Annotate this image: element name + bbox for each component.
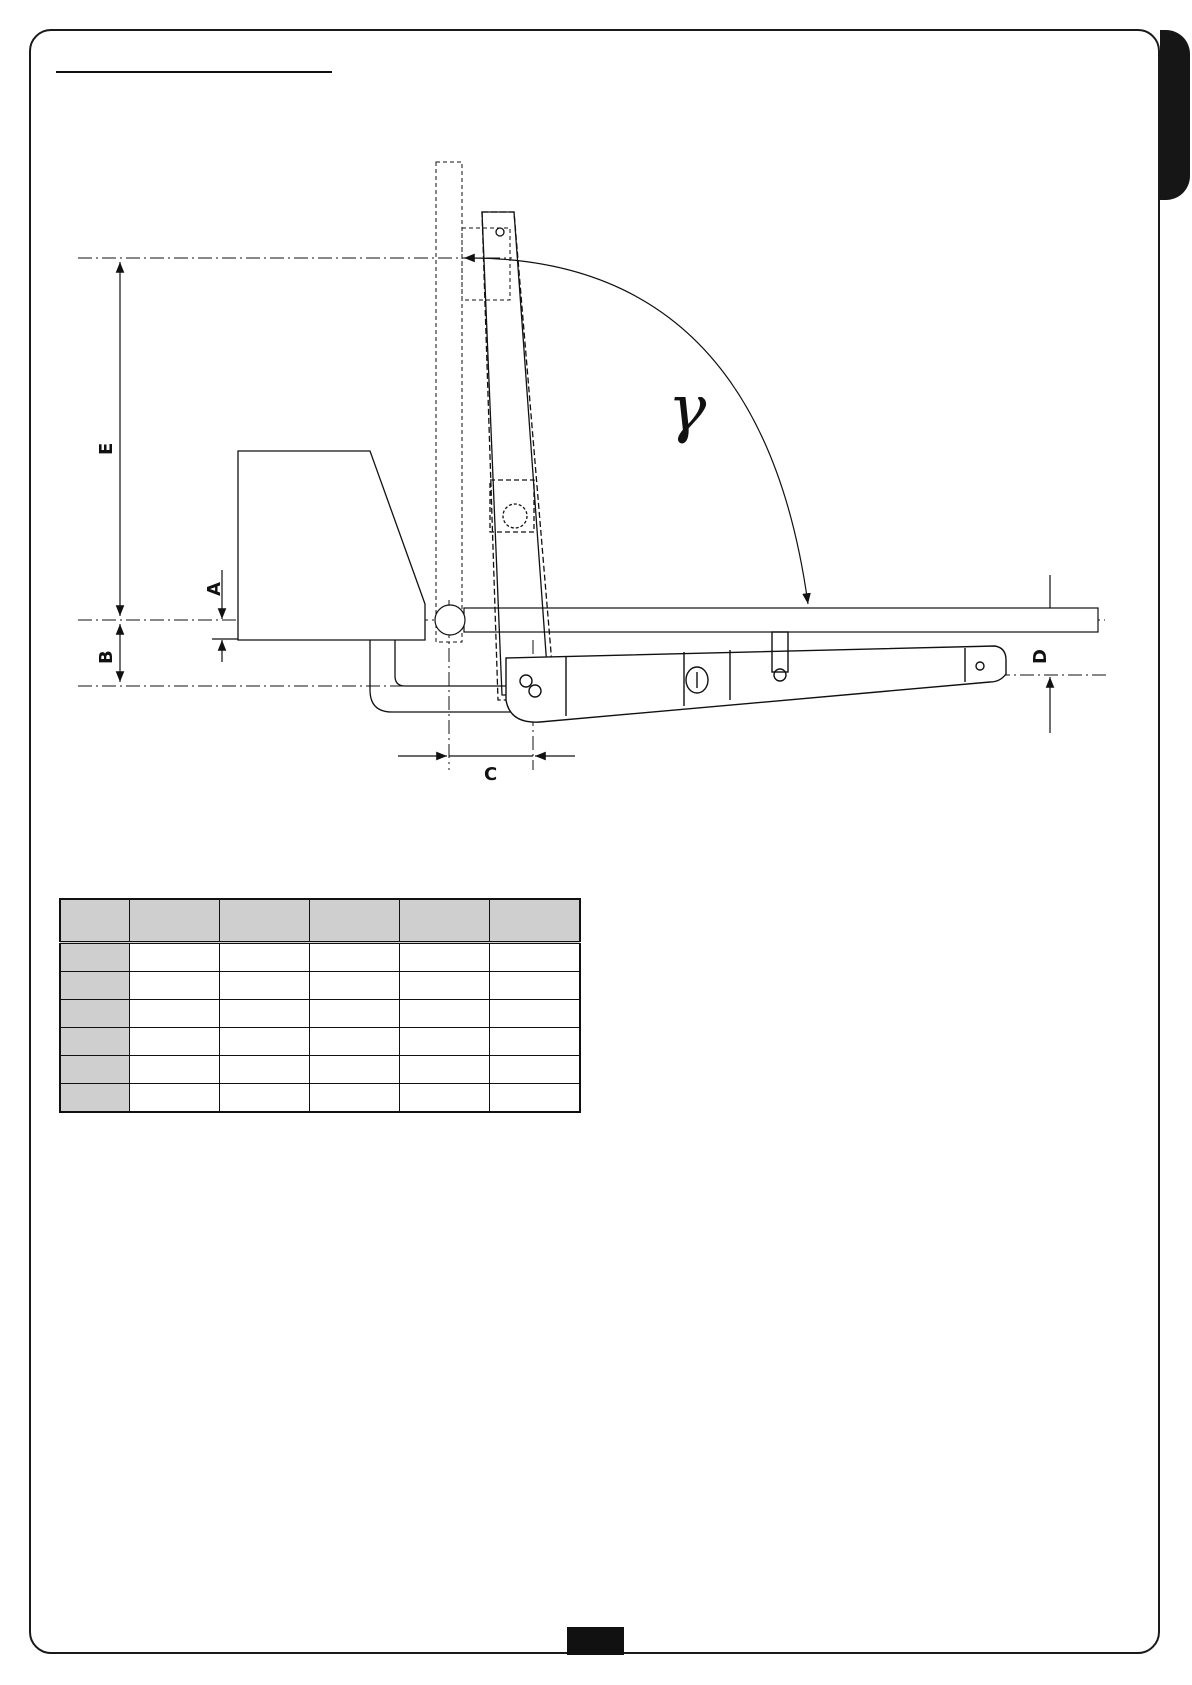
opening-angle-arc: [464, 258, 808, 604]
table-cell: [220, 1056, 310, 1084]
table-cell: [130, 972, 220, 1000]
table-cell: [310, 1056, 400, 1084]
table-row-header: [60, 1000, 130, 1028]
table-cell: [130, 1084, 220, 1113]
table-cell: [490, 943, 581, 972]
table-cell: [490, 1000, 581, 1028]
table-cell: [220, 1084, 310, 1113]
table-cell: [220, 972, 310, 1000]
table-cell: [130, 1056, 220, 1084]
table-cell: [400, 972, 490, 1000]
dimensions-table: [59, 898, 581, 1113]
table-row-header: [60, 1056, 130, 1084]
table-cell: [130, 943, 220, 972]
table-row: [60, 943, 580, 972]
table-row-header: [60, 1028, 130, 1056]
dimension-label-c: C: [484, 764, 498, 785]
table-corner-cell: [60, 899, 130, 943]
table-cell: [310, 972, 400, 1000]
table-row-header: [60, 943, 130, 972]
page-number-box: [567, 1627, 624, 1655]
gate-leaf-closed: [435, 605, 1098, 635]
table-row: [60, 1000, 580, 1028]
table-row: [60, 1056, 580, 1084]
table-header-row: [60, 899, 580, 943]
table-row: [60, 1084, 580, 1113]
arm-closed-position: [506, 632, 1006, 722]
table-cell: [220, 1000, 310, 1028]
table-cell: [400, 943, 490, 972]
dimension-label-e: E: [96, 442, 117, 455]
table-row-header: [60, 972, 130, 1000]
table-cell: [400, 1028, 490, 1056]
table-cell: [220, 943, 310, 972]
table-cell: [400, 1084, 490, 1113]
table-header-cell: [400, 899, 490, 943]
dimension-label-b: B: [96, 650, 117, 664]
table-cell: [490, 972, 581, 1000]
table-header-cell: [130, 899, 220, 943]
table-header-cell: [220, 899, 310, 943]
table-cell: [310, 1028, 400, 1056]
table-cell: [310, 1000, 400, 1028]
table-row-header: [60, 1084, 130, 1113]
table-cell: [220, 1028, 310, 1056]
table-cell: [310, 1084, 400, 1113]
dimension-label-d: D: [1030, 649, 1051, 664]
dimension-label-a: A: [204, 582, 225, 596]
gate-leaf-open: [436, 162, 510, 642]
table-cell: [310, 943, 400, 972]
table-cell: [490, 1056, 581, 1084]
table-cell: [490, 1084, 581, 1113]
table-row: [60, 1028, 580, 1056]
table-cell: [400, 1056, 490, 1084]
table-cell: [400, 1000, 490, 1028]
installation-diagram: [0, 0, 1192, 820]
table-header-cell: [490, 899, 581, 943]
table-header-cell: [310, 899, 400, 943]
opening-angle-label: γ: [668, 372, 707, 446]
table-row: [60, 972, 580, 1000]
table-cell: [130, 1028, 220, 1056]
table-cell: [490, 1028, 581, 1056]
table-cell: [130, 1000, 220, 1028]
